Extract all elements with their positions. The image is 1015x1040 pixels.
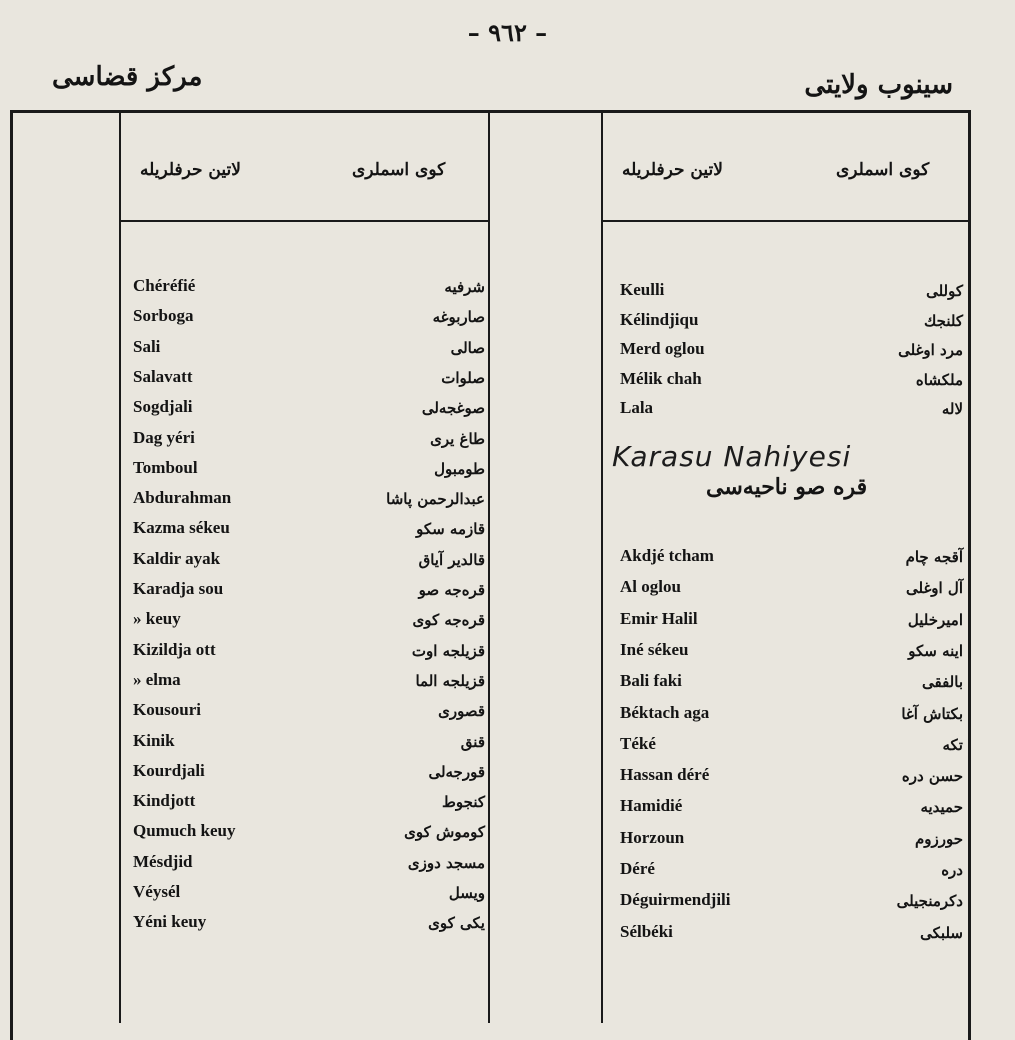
village-ottoman-name: یکی کوی: [428, 914, 485, 933]
column-header-latin-left: لاتین حرفلریله: [140, 160, 241, 180]
village-ottoman-name: قورجه‌لی: [428, 762, 485, 781]
village-ottoman-name: آقجه چام: [905, 548, 963, 566]
village-ottoman-name: امیرخلیل: [907, 610, 963, 629]
village-latin-name: Yéni keuy: [133, 912, 207, 932]
village-ottoman-name: مسجد دوزی: [407, 853, 485, 872]
village-ottoman-name: دکرمنجیلی: [896, 892, 963, 911]
village-latin-name: Hamidié: [620, 796, 683, 816]
village-latin-name: Déré: [620, 859, 655, 878]
district-title: مرکز قضاسی: [52, 62, 203, 92]
village-latin-name: Horzoun: [620, 827, 685, 847]
village-latin-name: Kourdjali: [133, 760, 205, 780]
village-latin-name: Kaldir ayak: [133, 548, 221, 568]
village-latin-name: Akdjé tcham: [620, 546, 714, 565]
village-latin-name: Iné sékeu: [620, 639, 689, 659]
village-latin-name: Sorboga: [133, 306, 194, 326]
village-latin-name: Keulli: [620, 280, 665, 299]
village-ottoman-name: کلنجك: [924, 311, 963, 330]
village-ottoman-name: اینه سکو: [908, 641, 963, 660]
village-latin-name: Lala: [620, 398, 654, 417]
village-ottoman-name: قره‌جه کوی: [412, 611, 485, 630]
village-latin-name: Kélindjiqu: [620, 309, 699, 329]
section-heading: قره صو ناحیه‌سی: [706, 474, 868, 500]
column-header-names-left: کوی اسملری: [352, 160, 446, 180]
village-latin-name: Kinik: [133, 730, 175, 750]
village-latin-name: Déguirmendjili: [620, 890, 731, 910]
handwritten-note: Karasu Nahiyesi: [612, 440, 852, 473]
village-latin-name: Kindjott: [133, 791, 196, 811]
village-latin-name: Emir Halil: [620, 608, 698, 628]
village-latin-name: Bali faki: [620, 671, 682, 691]
village-latin-name: Véysél: [133, 882, 181, 901]
village-ottoman-name: بکتاش آغا: [901, 704, 963, 723]
column-header-names-right: کوی اسملری: [836, 160, 930, 180]
village-latin-name: Béktach aga: [620, 702, 710, 722]
village-latin-name: Mésdjid: [133, 851, 193, 871]
village-latin-name: Karadja sou: [133, 579, 224, 598]
page-number: – ۹٦۲ –: [467, 18, 548, 47]
village-ottoman-name: طومبول: [434, 459, 485, 478]
village-ottoman-name: عبدالرحمن پاشا: [386, 490, 485, 509]
village-ottoman-name: ملکشاه: [915, 370, 963, 389]
village-latin-name: Kazma sékeu: [133, 518, 230, 538]
village-ottoman-name: سلبکی: [920, 923, 963, 942]
village-latin-name: Qumuch keuy: [133, 821, 236, 841]
header-rule-right: [601, 220, 971, 222]
center-divider: [488, 110, 490, 1023]
village-latin-name: Al oglou: [620, 577, 681, 597]
header-rule-left: [119, 220, 490, 222]
village-latin-name: Sélbéki: [620, 921, 673, 941]
village-ottoman-name: حمیدیه: [920, 798, 963, 817]
village-ottoman-name: قنق: [460, 732, 485, 751]
village-ottoman-name: صلوات: [441, 368, 485, 387]
village-ottoman-name: کوموش کوی: [404, 823, 485, 842]
village-latin-name: Dag yéri: [133, 427, 195, 447]
village-ottoman-name: دره: [941, 861, 963, 879]
village-latin-name: Sogdjali: [133, 397, 193, 417]
column-divider: [601, 110, 603, 1023]
village-ottoman-name: صالی: [450, 338, 485, 357]
village-latin-name: Salavatt: [133, 366, 193, 386]
column-header-latin-right: لاتین حرفلریله: [622, 160, 723, 180]
village-ottoman-name: حورزوم: [914, 829, 963, 848]
village-latin-name: Tomboul: [133, 457, 198, 477]
village-ottoman-name: بالفقی: [922, 673, 963, 692]
village-ottoman-name: قازمه سکو: [416, 520, 485, 539]
village-ottoman-name: صاربوغه: [432, 308, 485, 327]
village-ottoman-name: کنجوط: [442, 793, 485, 812]
village-latin-name: Sali: [133, 336, 161, 356]
village-ottoman-name: صوغجه‌لی: [421, 399, 485, 418]
village-ottoman-name: طاغ یری: [430, 429, 485, 448]
village-latin-name: » keuy: [133, 609, 181, 629]
village-ottoman-name: ویسل: [448, 884, 485, 902]
village-ottoman-name: قصوری: [438, 702, 485, 721]
village-latin-name: Téké: [620, 733, 656, 753]
village-latin-name: Abdurahman: [133, 488, 232, 508]
village-ottoman-name: کوللی: [926, 282, 963, 300]
village-latin-name: Mélik chah: [620, 368, 702, 388]
province-title: سینوب ولایتی: [804, 70, 953, 100]
village-ottoman-name: مرد اوغلی: [898, 341, 963, 359]
village-ottoman-name: حسن دره: [901, 767, 963, 786]
village-ottoman-name: تکه: [942, 735, 963, 754]
village-latin-name: Chéréfié: [133, 276, 196, 295]
village-latin-name: Kousouri: [133, 700, 202, 720]
village-ottoman-name: آل اوغلی: [905, 579, 963, 598]
village-ottoman-name: قالدیر آیاق: [418, 550, 485, 569]
village-ottoman-name: قزیلجه الما: [415, 671, 485, 690]
column-divider: [119, 110, 121, 1023]
village-ottoman-name: قزیلجه اوت: [411, 641, 485, 660]
village-ottoman-name: لاله: [941, 400, 963, 418]
village-ottoman-name: شرفیه: [444, 278, 485, 296]
village-latin-name: » elma: [133, 669, 181, 689]
village-latin-name: Hassan déré: [620, 765, 710, 785]
village-ottoman-name: قره‌جه صو: [418, 581, 485, 599]
village-latin-name: Kizildja ott: [133, 639, 216, 659]
village-latin-name: Merd oglou: [620, 339, 705, 358]
